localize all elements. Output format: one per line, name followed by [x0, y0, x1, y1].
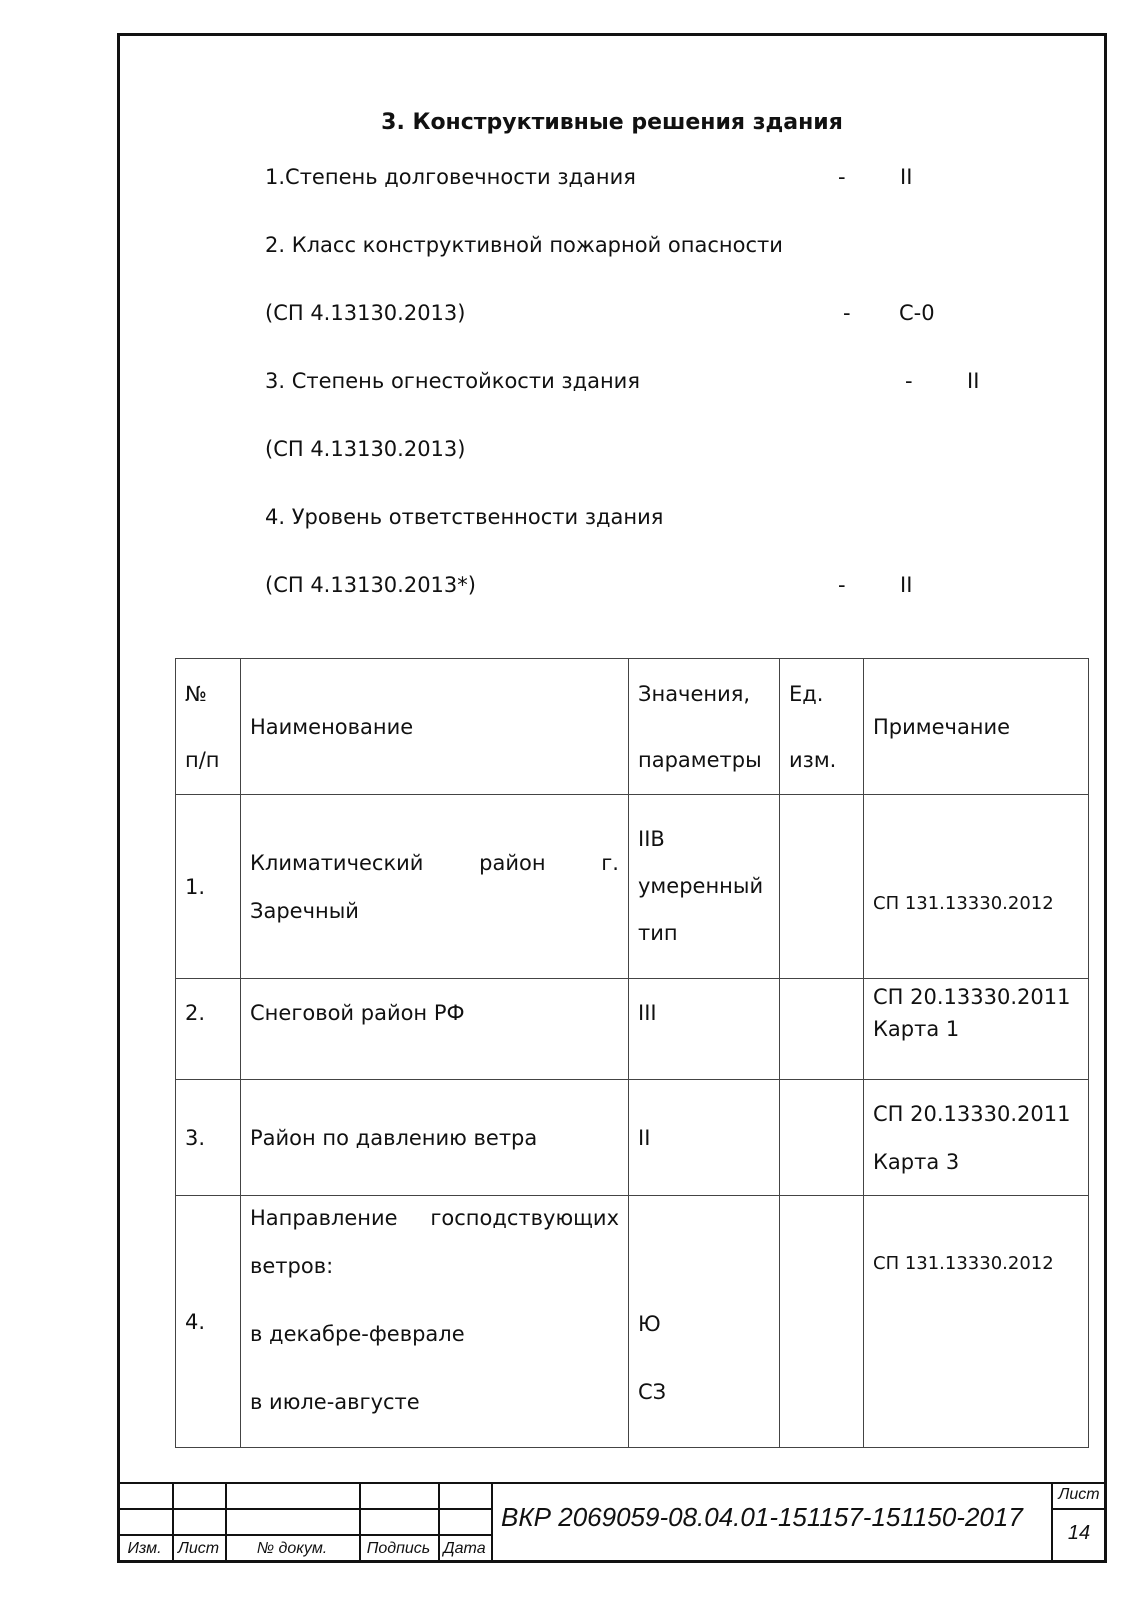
header-name: Наименование: [241, 659, 629, 795]
header-value: Значения, параметры: [629, 659, 780, 795]
row-value: IIВ умеренный тип: [629, 795, 780, 979]
row-note: СП 131.13330.2012: [864, 1196, 1089, 1448]
stamp-date-label: Дата: [443, 1540, 486, 1557]
spec-fire-class-value: С-0: [899, 301, 935, 325]
stamp-list-label: Лист: [177, 1540, 220, 1557]
row-unit: [780, 1080, 864, 1196]
row-name: Направление господствующих ветров: в декабре-феврале в июле-августе: [241, 1196, 629, 1448]
stamp-doc-num-label: № докум.: [256, 1540, 328, 1557]
row-note: СП 20.13330.2011 Карта 3: [864, 1080, 1089, 1196]
spec-fire-class-label: 2. Класс конструктивной пожарной опасности: [265, 233, 783, 257]
stamp-sheet-number: 14: [1067, 1522, 1091, 1544]
row-value: III: [629, 979, 780, 1080]
header-note: Примечание: [864, 659, 1089, 795]
spec-responsibility-label: 4. Уровень ответственности здания: [265, 505, 664, 529]
document-code: ВКР 2069059-08.04.01-151157-151150-2017: [501, 1502, 1023, 1532]
spec-fire-resistance-ref: (СП 4.13130.2013): [265, 437, 466, 461]
table-row: [176, 1080, 1089, 1196]
stamp-sheet-label: Лист: [1058, 1486, 1100, 1503]
header-unit: Ед. изм.: [780, 659, 864, 795]
table-row: [176, 795, 1089, 979]
row-unit: [780, 1196, 864, 1448]
section-title: 3. Конструктивные решения здания: [381, 110, 843, 135]
row-num: 3.: [176, 1080, 241, 1196]
stamp-izm-label: Изм.: [127, 1540, 162, 1557]
header-num: № п/п: [176, 659, 241, 795]
table-row: [176, 979, 1089, 1080]
spec-durability-label: 1.Степень долговечности здания: [265, 165, 636, 189]
table-row: [176, 1196, 1089, 1448]
stamp-signature-label: Подпись: [366, 1540, 431, 1557]
spec-responsibility-ref: (СП 4.13130.2013*): [265, 573, 476, 597]
spec-responsibility-dash: -: [838, 573, 846, 597]
spec-fire-resistance-value: II: [967, 369, 980, 393]
spec-fire-resistance-dash: -: [905, 369, 913, 393]
spec-fire-resistance-label: 3. Степень огнестойкости здания: [265, 369, 640, 393]
title-block: [117, 1482, 1107, 1563]
row-name: Снеговой район РФ: [241, 979, 629, 1080]
row-note: СП 131.13330.2012: [864, 795, 1089, 979]
spec-fire-class-ref: (СП 4.13130.2013): [265, 301, 466, 325]
spec-responsibility-value: II: [900, 573, 913, 597]
spec-fire-class-dash: -: [843, 301, 851, 325]
row-value: Ю СЗ: [629, 1196, 780, 1448]
row-unit: [780, 979, 864, 1080]
spec-durability-value: II: [900, 165, 913, 189]
row-unit: [780, 795, 864, 979]
row-note: СП 20.13330.2011 Карта 1: [864, 979, 1089, 1080]
row-name: Климатический район г. Заречный: [241, 795, 629, 979]
parameters-table: [175, 658, 1089, 1448]
row-value: II: [629, 1080, 780, 1196]
row-num: 4.: [176, 1196, 241, 1448]
row-name: Район по давлению ветра: [241, 1080, 629, 1196]
row-num: 2.: [176, 979, 241, 1080]
spec-durability-dash: -: [838, 165, 846, 189]
table-header-row: [176, 659, 1089, 795]
row-num: 1.: [176, 795, 241, 979]
